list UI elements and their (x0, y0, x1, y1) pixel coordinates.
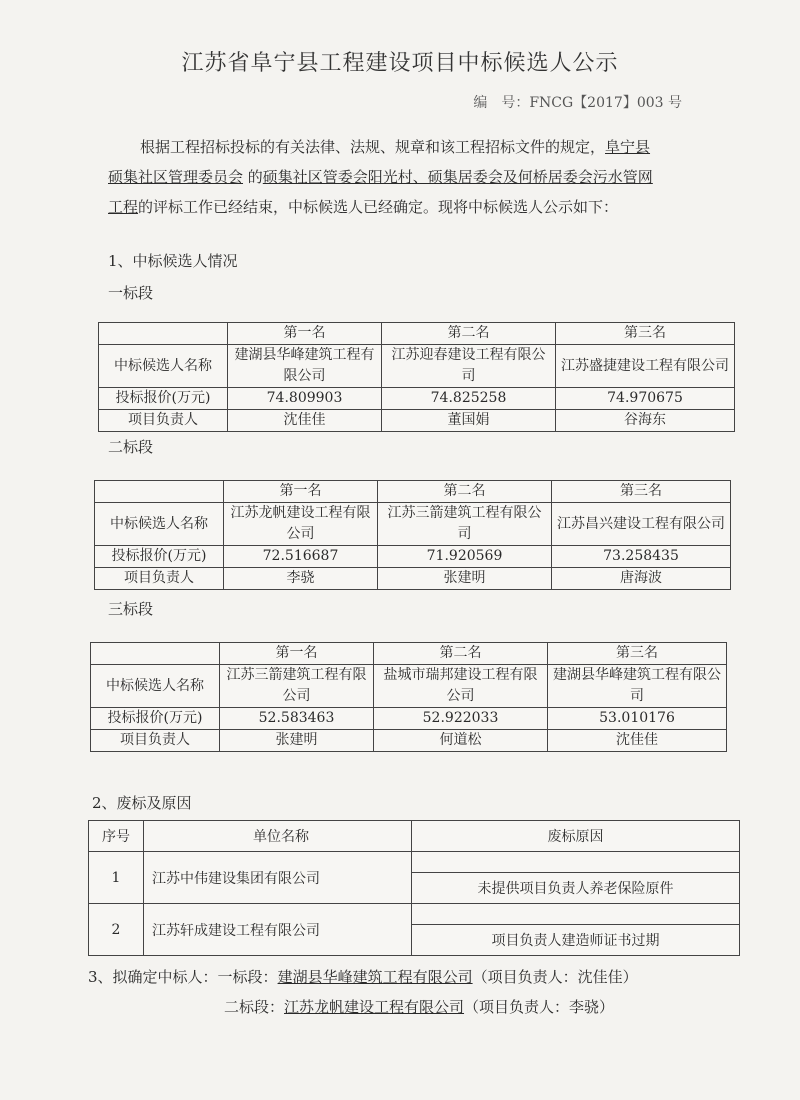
row-label: 项目负责人 (91, 730, 220, 752)
project-manager: 李骁 (224, 568, 378, 590)
tender1-winner-manager: （项目负责人：沈佳佳） (472, 968, 638, 986)
project-name-end: 工程 (108, 198, 139, 216)
candidate-name: 江苏盛捷建设工程有限公司 (556, 345, 735, 388)
section2-heading: 2、废标及原因 (92, 794, 192, 812)
candidate-name: 建湖县华峰建筑工程有限公司 (228, 345, 382, 388)
candidate-name: 江苏三箭建筑工程有限公司 (220, 665, 374, 708)
rank-header: 第一名 (228, 323, 382, 345)
row-label: 投标报价(万元) (99, 388, 228, 410)
row-label: 项目负责人 (99, 410, 228, 432)
rank-header: 第三名 (548, 643, 727, 665)
row-number: 2 (89, 904, 144, 956)
tender2-table (94, 480, 731, 590)
project-manager: 谷海东 (556, 410, 735, 432)
col-header-unit: 单位名称 (144, 821, 412, 852)
rank-header: 第一名 (224, 481, 378, 503)
section1-heading: 1、中标候选人情况 (108, 252, 238, 270)
tender2-winner-manager: （项目负责人：李骁） (464, 998, 615, 1016)
section3-heading: 3、拟确定中标人： (88, 968, 218, 986)
bid-price: 74.809903 (228, 388, 382, 410)
reason-spacer (412, 904, 740, 925)
proposed-winners (88, 962, 638, 1022)
rejected-unit: 江苏中伟建设集团有限公司 (144, 852, 412, 904)
corner-cell (99, 323, 228, 345)
bid-price: 52.922033 (374, 708, 548, 730)
row-number: 1 (89, 852, 144, 904)
intro-text: 的评标工作已经结束，中标候选人已经确定。现将中标候选人公示如下： (138, 198, 619, 216)
project-name: 硕集社区管委会阳光村、硕集居委会及何桥居委会污水管网 (262, 168, 653, 186)
project-manager: 何道松 (374, 730, 548, 752)
project-manager: 董国娟 (382, 410, 556, 432)
project-manager: 沈佳佳 (548, 730, 727, 752)
tenderer-name-part1: 阜宁县 (605, 138, 651, 156)
row-label: 中标候选人名称 (99, 345, 228, 388)
bid-price: 72.516687 (224, 546, 378, 568)
rejected-bids-table (88, 820, 740, 956)
row-label: 项目负责人 (95, 568, 224, 590)
rejected-unit: 江苏轩成建设工程有限公司 (144, 904, 412, 956)
candidate-name: 江苏三箭建筑工程有限公司 (378, 503, 552, 546)
bid-price: 74.970675 (556, 388, 735, 410)
tender2-label: 二标段 (108, 438, 154, 456)
rank-header: 第二名 (382, 323, 556, 345)
bid-price: 53.010176 (548, 708, 727, 730)
row-label: 投标报价(万元) (95, 546, 224, 568)
tender3-table (90, 642, 727, 752)
candidate-name: 江苏迎春建设工程有限公司 (382, 345, 556, 388)
intro-paragraph (108, 132, 728, 222)
rank-header: 第二名 (378, 481, 552, 503)
row-label: 投标报价(万元) (91, 708, 220, 730)
candidate-name: 盐城市瑞邦建设工程有限公司 (374, 665, 548, 708)
tender1-label: 一标段： (217, 968, 278, 986)
col-header-number: 序号 (89, 821, 144, 852)
intro-text: 的 (243, 168, 263, 186)
tenderer-name-part2: 硕集社区管理委员会 (108, 168, 244, 186)
tender1-winner: 建湖县华峰建筑工程有限公司 (277, 968, 473, 986)
corner-cell (91, 643, 220, 665)
project-manager: 沈佳佳 (228, 410, 382, 432)
row-label: 中标候选人名称 (95, 503, 224, 546)
serial-number: 编 号：FNCG【2017】003 号 (473, 95, 682, 111)
reason-spacer (412, 852, 740, 873)
project-manager: 唐海波 (552, 568, 731, 590)
rank-header: 第三名 (552, 481, 731, 503)
rejection-reason: 项目负责人建造师证书过期 (412, 925, 740, 956)
project-manager: 张建明 (220, 730, 374, 752)
candidate-name: 江苏昌兴建设工程有限公司 (552, 503, 731, 546)
bid-price: 52.583463 (220, 708, 374, 730)
tender1-label: 一标段 (108, 284, 154, 302)
rank-header: 第二名 (374, 643, 548, 665)
project-manager: 张建明 (378, 568, 552, 590)
candidate-name: 江苏龙帆建设工程有限公司 (224, 503, 378, 546)
tender3-label: 三标段 (108, 600, 154, 618)
bid-price: 71.920569 (378, 546, 552, 568)
row-label: 中标候选人名称 (91, 665, 220, 708)
rejection-reason: 未提供项目负责人养老保险原件 (412, 873, 740, 904)
corner-cell (95, 481, 224, 503)
candidate-name: 建湖县华峰建筑工程有限公司 (548, 665, 727, 708)
col-header-reason: 废标原因 (412, 821, 740, 852)
rank-header: 第三名 (556, 323, 735, 345)
bid-price: 74.825258 (382, 388, 556, 410)
page-title: 江苏省阜宁县工程建设项目中标候选人公示 (181, 51, 619, 76)
tender2-label: 二标段： (224, 998, 285, 1016)
bid-price: 73.258435 (552, 546, 731, 568)
rank-header: 第一名 (220, 643, 374, 665)
intro-text: 根据工程招标投标的有关法律、法规、规章和该工程招标文件的规定， (140, 138, 606, 156)
tender1-table (98, 322, 735, 432)
tender2-winner: 江苏龙帆建设工程有限公司 (284, 998, 465, 1016)
